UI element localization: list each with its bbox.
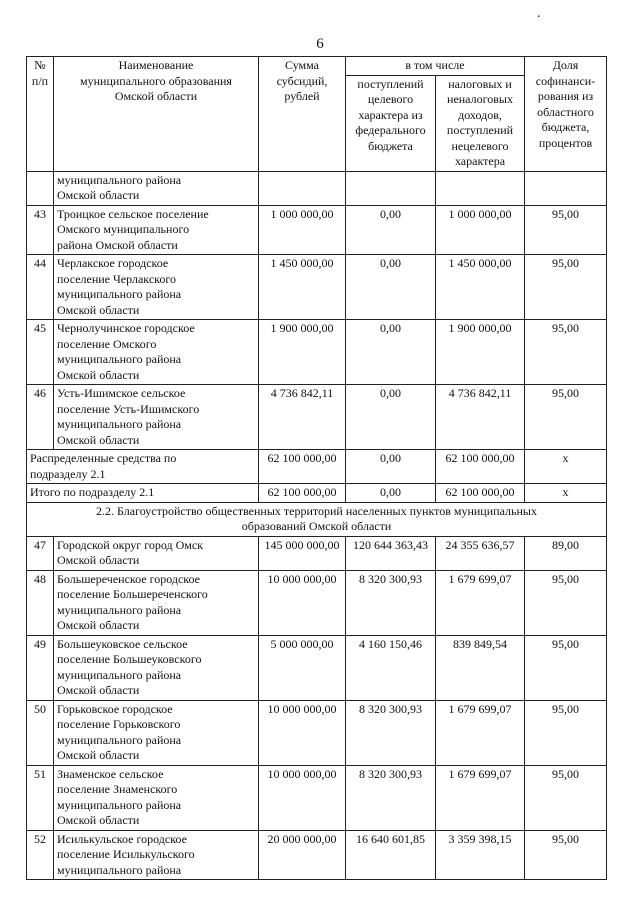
row-num: 49: [27, 635, 54, 700]
row-tax: 1 679 699,07: [436, 570, 525, 635]
distributed-sum: 62 100 000,00: [259, 450, 346, 484]
table-row: [27, 570, 607, 635]
row-sum: 4 736 842,11: [259, 385, 346, 450]
row-federal: 0,00: [346, 205, 436, 255]
row-name: муниципального района Омской области: [54, 171, 259, 205]
subsidy-table: [26, 56, 607, 880]
row-share: 95,00: [525, 635, 607, 700]
row-share: 95,00: [525, 205, 607, 255]
row-share: 89,00: [525, 536, 607, 570]
row-num: 51: [27, 765, 54, 830]
total-row: [27, 484, 607, 503]
total-label: Итого по подразделу 2.1: [27, 484, 259, 503]
row-share: 95,00: [525, 255, 607, 320]
row-federal: 0,00: [346, 385, 436, 450]
header-tax: налоговых и неналоговых доходов, поступлений нецелевого характера: [436, 75, 525, 171]
row-num: 44: [27, 255, 54, 320]
row-tax: 1 679 699,07: [436, 765, 525, 830]
distributed-label: Распределенные средства по подразделу 2.1: [27, 450, 259, 484]
row-num: [27, 171, 54, 205]
row-federal: 16 640 601,85: [346, 830, 436, 880]
section-row: [27, 502, 607, 536]
table-body-part-b: [27, 536, 607, 880]
row-share: 95,00: [525, 320, 607, 385]
row-sum: 10 000 000,00: [259, 570, 346, 635]
row-name: Исилькульское городское поселение Исилькульского муниципального района: [54, 830, 259, 880]
row-federal: 8 320 300,93: [346, 570, 436, 635]
row-share: 95,00: [525, 385, 607, 450]
row-name: Знаменское сельское поселение Знаменского муниципального района Омской области: [54, 765, 259, 830]
header-sum: Сумма субсидий, рублей: [259, 57, 346, 172]
table-row: [27, 700, 607, 765]
table-totals: [27, 450, 607, 537]
row-sum: 1 900 000,00: [259, 320, 346, 385]
row-federal: 120 644 363,43: [346, 536, 436, 570]
table-row: [27, 205, 607, 255]
row-federal: 8 320 300,93: [346, 765, 436, 830]
row-sum: 10 000 000,00: [259, 765, 346, 830]
row-share: 95,00: [525, 830, 607, 880]
table-body-part-a: [27, 171, 607, 450]
row-tax: 3 359 398,15: [436, 830, 525, 880]
row-tax: 1 000 000,00: [436, 205, 525, 255]
total-tax: 62 100 000,00: [436, 484, 525, 503]
distributed-row: [27, 450, 607, 484]
row-federal: 0,00: [346, 255, 436, 320]
row-name: Усть-Ишимское сельское поселение Усть-Ишимского муниципального района Омской области: [54, 385, 259, 450]
row-share: 95,00: [525, 570, 607, 635]
table-row: [27, 536, 607, 570]
row-federal: [346, 171, 436, 205]
row-tax: 1 679 699,07: [436, 700, 525, 765]
row-federal: 0,00: [346, 320, 436, 385]
row-name: Чернолучинское городское поселение Омского муниципального района Омской области: [54, 320, 259, 385]
row-sum: 145 000 000,00: [259, 536, 346, 570]
distributed-federal: 0,00: [346, 450, 436, 484]
row-tax: 1 900 000,00: [436, 320, 525, 385]
row-name: Горьковское городское поселение Горьковского муниципального района Омской области: [54, 700, 259, 765]
row-federal: 8 320 300,93: [346, 700, 436, 765]
table-header: [27, 57, 607, 172]
table-row: [27, 255, 607, 320]
row-tax: 4 736 842,11: [436, 385, 525, 450]
table-row: [27, 830, 607, 880]
section-title: 2.2. Благоустройство общественных территорий населенных пунктов муниципальных образований Омской области: [27, 502, 607, 536]
row-num: 48: [27, 570, 54, 635]
total-share: х: [525, 484, 607, 503]
row-name: Троицкое сельское поселение Омского муниципального района Омской области: [54, 205, 259, 255]
table-row: [27, 171, 607, 205]
row-share: [525, 171, 607, 205]
page-number: 6: [316, 36, 324, 52]
row-num: 43: [27, 205, 54, 255]
distributed-tax: 62 100 000,00: [436, 450, 525, 484]
table-row: [27, 635, 607, 700]
row-tax: 1 450 000,00: [436, 255, 525, 320]
row-num: 46: [27, 385, 54, 450]
row-sum: 1 450 000,00: [259, 255, 346, 320]
row-share: 95,00: [525, 765, 607, 830]
table-row: [27, 765, 607, 830]
row-tax: 839 849,54: [436, 635, 525, 700]
row-num: 45: [27, 320, 54, 385]
header-name: Наименование муниципального образования Омской области: [54, 57, 259, 172]
row-tax: 24 355 636,57: [436, 536, 525, 570]
row-tax: [436, 171, 525, 205]
row-name: Большеуковское сельское поселение Большеуковского муниципального района Омской области: [54, 635, 259, 700]
table-row: [27, 320, 607, 385]
row-name: Черлакское городское поселение Черлакского муниципального района Омской области: [54, 255, 259, 320]
corner-mark: .: [537, 6, 541, 21]
row-num: 47: [27, 536, 54, 570]
row-name: Большереченское городское поселение Большереченского муниципального района Омской области: [54, 570, 259, 635]
table-row: [27, 385, 607, 450]
total-federal: 0,00: [346, 484, 436, 503]
row-sum: [259, 171, 346, 205]
row-num: 50: [27, 700, 54, 765]
row-sum: 1 000 000,00: [259, 205, 346, 255]
header-including: в том числе: [346, 57, 525, 76]
row-share: 95,00: [525, 700, 607, 765]
header-federal: поступлений целевого характера из федерального бюджета: [346, 75, 436, 171]
row-name: Городской округ город Омск Омской области: [54, 536, 259, 570]
total-sum: 62 100 000,00: [259, 484, 346, 503]
row-federal: 4 160 150,46: [346, 635, 436, 700]
row-sum: 10 000 000,00: [259, 700, 346, 765]
distributed-share: х: [525, 450, 607, 484]
row-sum: 20 000 000,00: [259, 830, 346, 880]
header-num: № п/п: [27, 57, 54, 172]
row-sum: 5 000 000,00: [259, 635, 346, 700]
row-num: 52: [27, 830, 54, 880]
header-share: Доля софинанси- рования из областного бюджета, процентов: [525, 57, 607, 172]
